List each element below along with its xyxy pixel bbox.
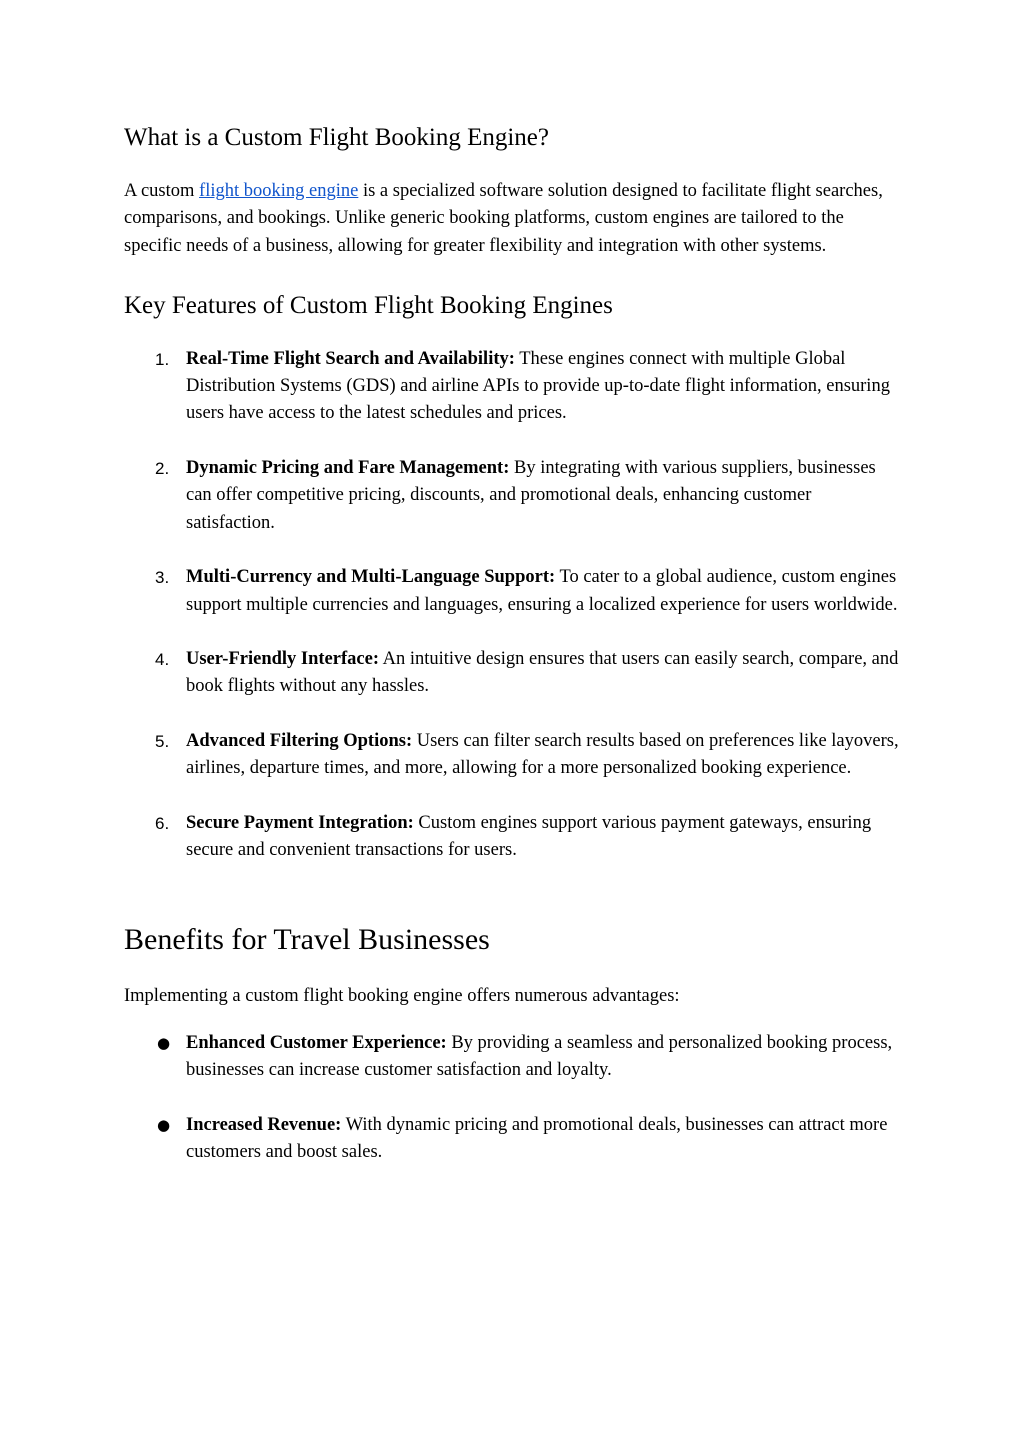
list-item-bold-label: Real-Time Flight Search and Availability: (186, 348, 515, 369)
list-item-bold-label: Advanced Filtering Options: (186, 731, 413, 752)
list-item-text: Users can filter search results based on preferences like layovers, airlines, departure times, and more, allowing for a more personalized booking experience. (186, 731, 899, 779)
list-item (124, 646, 904, 701)
list-item-number: 4. (155, 650, 170, 670)
list-item-bold-label: Dynamic Pricing and Fare Management: (186, 458, 510, 479)
list-item-bold-label: User-Friendly Interface: (186, 649, 379, 670)
benefits-list (124, 1030, 904, 1166)
bullet-icon: ● (157, 1115, 171, 1134)
list-item (124, 346, 904, 428)
bullet-icon: ● (157, 1033, 171, 1052)
list-item-text: An intuitive design ensures that users can easily search, compare, and book flights without any hassles. (186, 649, 899, 697)
list-item (124, 728, 904, 783)
list-item-number: 3. (155, 568, 170, 588)
section-heading-what-is: What is a Custom Flight Booking Engine? (124, 124, 549, 151)
list-item (124, 455, 904, 537)
list-item-text: Custom engines support various payment gateways, ensuring secure and convenient transactions for users. (186, 812, 872, 861)
intro-paragraph (124, 178, 904, 260)
intro-text-after-link: is a specialized software solution designed to facilitate flight searches, comparisons, and bookings. Unlike generic booking platforms, custom engines are tailored to the specific needs of a business, allowing for greater flexibility and integration with other systems. (124, 181, 883, 256)
list-item (124, 1112, 904, 1167)
list-item-number: 5. (155, 732, 170, 752)
document-page (124, 118, 904, 1194)
list-item-bold-label: Increased Revenue: (186, 1114, 342, 1135)
list-item-text: With dynamic pricing and promotional deals, businesses can attract more customers and boost sales. (186, 1114, 888, 1163)
list-item-bold-label: Multi-Currency and Multi-Language Support: (186, 567, 556, 588)
list-item-number: 6. (155, 813, 170, 833)
list-item (124, 1030, 904, 1085)
list-item-text: These engines connect with multiple Global Distribution Systems (GDS) and airline APIs to provide up-to-date flight information, ensuring users have access to the latest schedules and prices. (186, 348, 890, 424)
benefits-intro: Implementing a custom flight booking engine offers numerous advantages: (124, 985, 680, 1006)
section-heading-benefits: Benefits for Travel Businesses (124, 922, 490, 956)
section-heading-key-features: Key Features of Custom Flight Booking Engines (124, 291, 613, 319)
list-item-text: By integrating with various suppliers, businesses can offer competitive pricing, discounts, and promotional deals, enhancing customer satisfaction. (186, 458, 876, 533)
list-item-number: 2. (155, 459, 170, 479)
intro-text-before-link: A custom (124, 181, 200, 201)
flight-booking-engine-link[interactable]: flight booking engine (199, 181, 359, 201)
list-item-text: By providing a seamless and personalized booking process, businesses can increase customer satisfaction and loyalty. (186, 1032, 893, 1081)
list-item-bold-label: Secure Payment Integration: (186, 812, 414, 833)
list-item (124, 564, 904, 619)
list-item-bold-label: Enhanced Customer Experience: (186, 1032, 447, 1053)
list-item-text: To cater to a global audience, custom engines support multiple currencies and languages, ensuring a localized experience for users worldwide. (186, 567, 898, 615)
list-item (124, 810, 904, 865)
features-list (124, 346, 904, 865)
list-item-number: 1. (155, 349, 170, 369)
